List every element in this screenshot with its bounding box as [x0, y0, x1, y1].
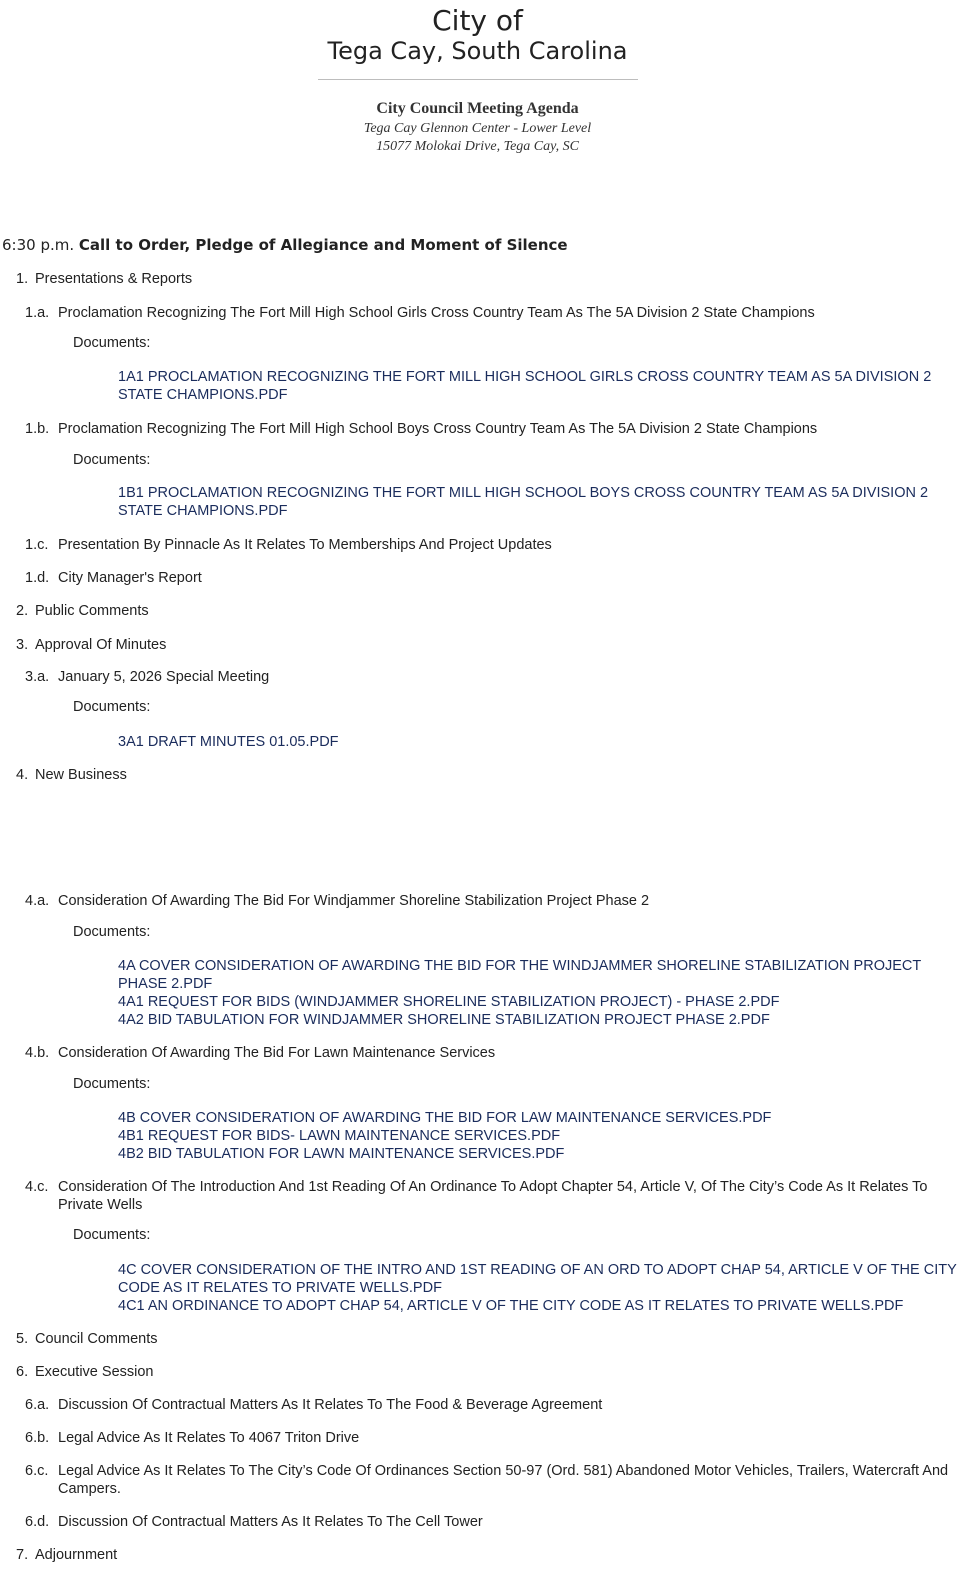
call-to-order-title: Call to Order, Pledge of Allegiance and Moment of Silence [78, 236, 568, 254]
item-title: Discussion Of Contractual Matters As It Relates To The Food & Beverage Agreement [58, 1397, 603, 1413]
header-divider [318, 79, 638, 80]
item-title: Proclamation Recognizing The Fort Mill High School Boys Cross Country Team As The 5A Division 2 State Champions [58, 421, 818, 437]
item-title: January 5, 2026 Special Meeting [58, 669, 270, 685]
item-number: 1.c. [25, 537, 49, 553]
item-number: 4.c. [25, 1179, 49, 1195]
call-to-order-time: 6:30 p.m. [2, 236, 75, 254]
document-link[interactable]: 1A1 PROCLAMATION RECOGNIZING THE FORT MILL HIGH SCHOOL GIRLS CROSS COUNTRY TEAM AS 5A DIVISION 2 STATE CHAMPIONS.PDF [118, 369, 932, 403]
documents-label: Documents: [73, 699, 151, 715]
item-number: 1. [16, 271, 29, 287]
item-title: Council Comments [35, 1331, 158, 1347]
document-link[interactable]: 4C COVER CONSIDERATION OF THE INTRO AND 1ST READING OF AN ORD TO ADOPT CHAP 54, ARTICLE V OF THE CITY CODE AS IT RELATES TO PRIVATE WELLS.PDF [118, 1262, 957, 1296]
item-title: Legal Advice As It Relates To 4067 Triton Drive [58, 1430, 360, 1446]
document-link[interactable]: 3A1 DRAFT MINUTES 01.05.PDF [118, 734, 339, 750]
document-link[interactable]: 4A1 REQUEST FOR BIDS (WINDJAMMER SHORELINE STABILIZATION PROJECT) - PHASE 2.PDF [118, 994, 780, 1010]
documents-label: Documents: [73, 1227, 151, 1243]
documents-label: Documents: [73, 452, 151, 468]
city-name-line2: Tega Cay, South Carolina [327, 37, 628, 65]
call-to-order [2, 236, 568, 254]
item-number: 5. [16, 1331, 29, 1347]
item-title: Discussion Of Contractual Matters As It Relates To The Cell Tower [58, 1514, 483, 1530]
item-title: Executive Session [35, 1364, 154, 1380]
item-number: 1.d. [25, 570, 50, 586]
item-number: 1.b. [25, 421, 50, 437]
documents-label: Documents: [73, 1076, 151, 1092]
item-title: Adjournment [35, 1547, 118, 1563]
item-title: Public Comments [35, 603, 149, 619]
documents-label: Documents: [73, 335, 151, 351]
item-number: 6.a. [25, 1397, 50, 1413]
item-title: Presentations & Reports [35, 271, 193, 287]
item-number: 6. [16, 1364, 29, 1380]
city-name-line1: City of [432, 4, 523, 37]
meeting-location-line1: Tega Cay Glennon Center - Lower Level [363, 121, 592, 136]
item-number: 6.d. [25, 1514, 50, 1530]
item-number: 7. [16, 1547, 29, 1563]
document-link[interactable]: 4C1 AN ORDINANCE TO ADOPT CHAP 54, ARTICLE V OF THE CITY CODE AS IT RELATES TO PRIVATE WELLS.PDF [118, 1298, 904, 1314]
item-title: Consideration Of Awarding The Bid For Windjammer Shoreline Stabilization Project Phase 2 [58, 893, 650, 909]
item-number: 6.b. [25, 1430, 50, 1446]
document-link[interactable]: 4B2 BID TABULATION FOR LAWN MAINTENANCE SERVICES.PDF [118, 1146, 565, 1162]
item-title: Proclamation Recognizing The Fort Mill High School Girls Cross Country Team As The 5A Division 2 State Champions [58, 305, 815, 321]
document-link[interactable]: 1B1 PROCLAMATION RECOGNIZING THE FORT MILL HIGH SCHOOL BOYS CROSS COUNTRY TEAM AS 5A DIVISION 2 STATE CHAMPIONS.PDF [118, 485, 929, 519]
item-number: 1.a. [25, 305, 50, 321]
item-title: City Manager's Report [58, 570, 202, 586]
item-title: Consideration Of The Introduction And 1st Reading Of An Ordinance To Adopt Chapter 54, Article V, Of The City’s Code As It Relates To Private Wells [58, 1179, 928, 1213]
item-title: Presentation By Pinnacle As It Relates To Memberships And Project Updates [58, 537, 552, 553]
document-link[interactable]: 4A COVER CONSIDERATION OF AWARDING THE BID FOR THE WINDJAMMER SHORELINE STABILIZATION PROJECT PHASE 2.PDF [118, 958, 921, 992]
meeting-title: City Council Meeting Agenda [376, 100, 579, 117]
item-title: Consideration Of Awarding The Bid For Lawn Maintenance Services [58, 1045, 496, 1061]
meeting-location-line2: 15077 Molokai Drive, Tega Cay, SC [376, 139, 579, 154]
document-link[interactable]: 4A2 BID TABULATION FOR WINDJAMMER SHORELINE STABILIZATION PROJECT PHASE 2.PDF [118, 1012, 770, 1028]
item-title: New Business [35, 767, 127, 783]
item-title: Approval Of Minutes [35, 637, 167, 653]
item-number: 3.a. [25, 669, 50, 685]
item-number: 4.b. [25, 1045, 50, 1061]
item-number: 4. [16, 767, 29, 783]
item-number: 4.a. [25, 893, 50, 909]
document-link[interactable]: 4B1 REQUEST FOR BIDS- LAWN MAINTENANCE SERVICES.PDF [118, 1128, 561, 1144]
item-number: 2. [16, 603, 29, 619]
document-link[interactable]: 4B COVER CONSIDERATION OF AWARDING THE BID FOR LAW MAINTENANCE SERVICES.PDF [118, 1110, 772, 1126]
item-number: 6.c. [25, 1463, 49, 1479]
documents-label: Documents: [73, 924, 151, 940]
item-number: 3. [16, 637, 29, 653]
item-title: Legal Advice As It Relates To The City’s Code Of Ordinances Section 50-97 (Ord. 581) Abandoned Motor Vehicles, Trailers, Watercraft And Campers. [58, 1463, 949, 1497]
